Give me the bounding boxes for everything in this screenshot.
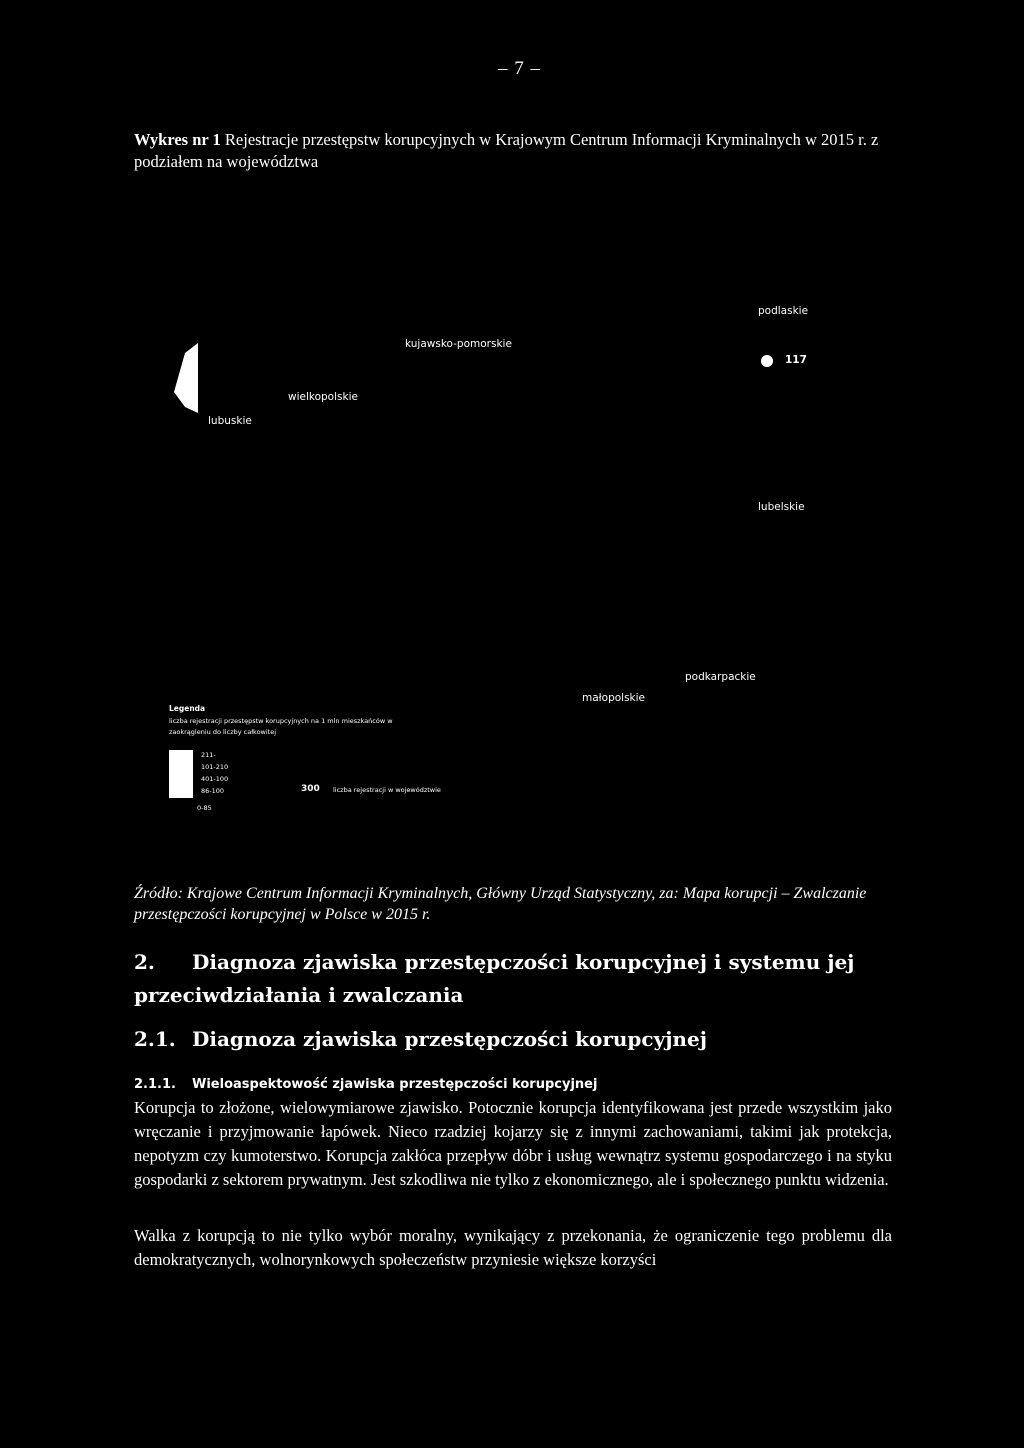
- section-2-1-1-title: Wieloaspektowość zjawiska przestępczości korupcyjnej: [192, 1077, 598, 1092]
- section-2-1-title: Diagnoza zjawiska przestępczości korupcyjnej: [192, 1027, 707, 1051]
- label-lubuskie: lubuskie: [208, 415, 252, 427]
- legend-class-4: 86-100: [201, 787, 225, 795]
- label-lubelskie: lubelskie: [758, 501, 805, 513]
- section-2-1-1-number: 2.1.1.: [134, 1077, 176, 1092]
- figure-caption-lead: Wykres nr 1: [134, 130, 221, 149]
- legend-class-3: 401-100: [201, 775, 229, 783]
- label-podkarpackie: podkarpackie: [685, 671, 756, 683]
- figure-caption: [134, 129, 904, 173]
- paragraph-2: Walka z korupcją to nie tylko wybór moralny, wynikający z przekonania, że ograniczenie tego problemu dla demokratycznych, wolnorynkowych społeczeństw przyniesie większe korzyści: [134, 1226, 892, 1269]
- corruption-map: [160, 295, 860, 815]
- map-legend: [169, 704, 469, 814]
- legend-count-value: 300: [301, 784, 320, 794]
- source-note: Źródło: Krajowe Centrum Informacji Kryminalnych, Główny Urząd Statystyczny, za: Mapa korupcji – Zwalczanie przestępczości korupcyjnej w Polsce w 2015 r.: [134, 885, 867, 923]
- podlaskie-value: 117: [785, 354, 807, 366]
- label-wielkopolskie: wielkopolskie: [288, 391, 358, 403]
- paragraph-1: Korupcja to złożone, wielowymiarowe zjawisko. Potocznie korupcja identyfikowana jest przede wszystkim jako wręczanie i przyjmowanie łapówek. Nieco rzadziej kojarzy się z innymi zachowaniami, takimi jak protekcja, nepotyzm czy kumoterstwo. Korupcja zakłóca przepływ dóbr i usług wewnątrz systemu gospodarczego i na styku gospodarki z sektorem prywatnym. Jest szkodliwa nie tylko z ekonomicznego, ale i społecznego punktu widzenia.: [134, 1098, 892, 1189]
- lubuskie-arrow-shape: [174, 343, 198, 413]
- figure-caption-text: Rejestracje przestępstw korupcyjnych w Krajowym Centrum Informacji Kryminalnych w 2015 r. z podziałem na województwa: [134, 130, 879, 171]
- section-2-number: 2.: [134, 950, 155, 974]
- section-2-1-number: 2.1.: [134, 1027, 176, 1051]
- legend-class-1: 211-: [201, 751, 216, 759]
- section-2-1-1-heading: [134, 1077, 597, 1092]
- legend-class-2: 101-210: [201, 763, 229, 771]
- legend-class-5: 0-85: [197, 804, 212, 812]
- page-number: – 7 –: [498, 58, 541, 79]
- label-malopolskie: małopolskie: [582, 692, 646, 704]
- section-2-title: Diagnoza zjawiska przestępczości korupcyjnej i systemu jej przeciwdziałania i zwalczania: [134, 950, 855, 1007]
- legend-count-label: liczba rejestracji w województwie: [333, 786, 441, 794]
- section-2-heading: [134, 946, 904, 1012]
- legend-title: Legenda: [169, 704, 206, 713]
- label-kujawsko-pomorskie: kujawsko-pomorskie: [405, 338, 512, 350]
- podlaskie-marker: [761, 355, 773, 367]
- section-2-1-heading: [134, 1027, 707, 1051]
- legend-color-scale: [169, 750, 193, 798]
- legend-description: liczba rejestracji przestępstw korupcyjnych na 1 mln mieszkańców w zaokrągleniu do liczby całkowitej: [169, 717, 393, 736]
- label-podlaskie: podlaskie: [758, 305, 809, 317]
